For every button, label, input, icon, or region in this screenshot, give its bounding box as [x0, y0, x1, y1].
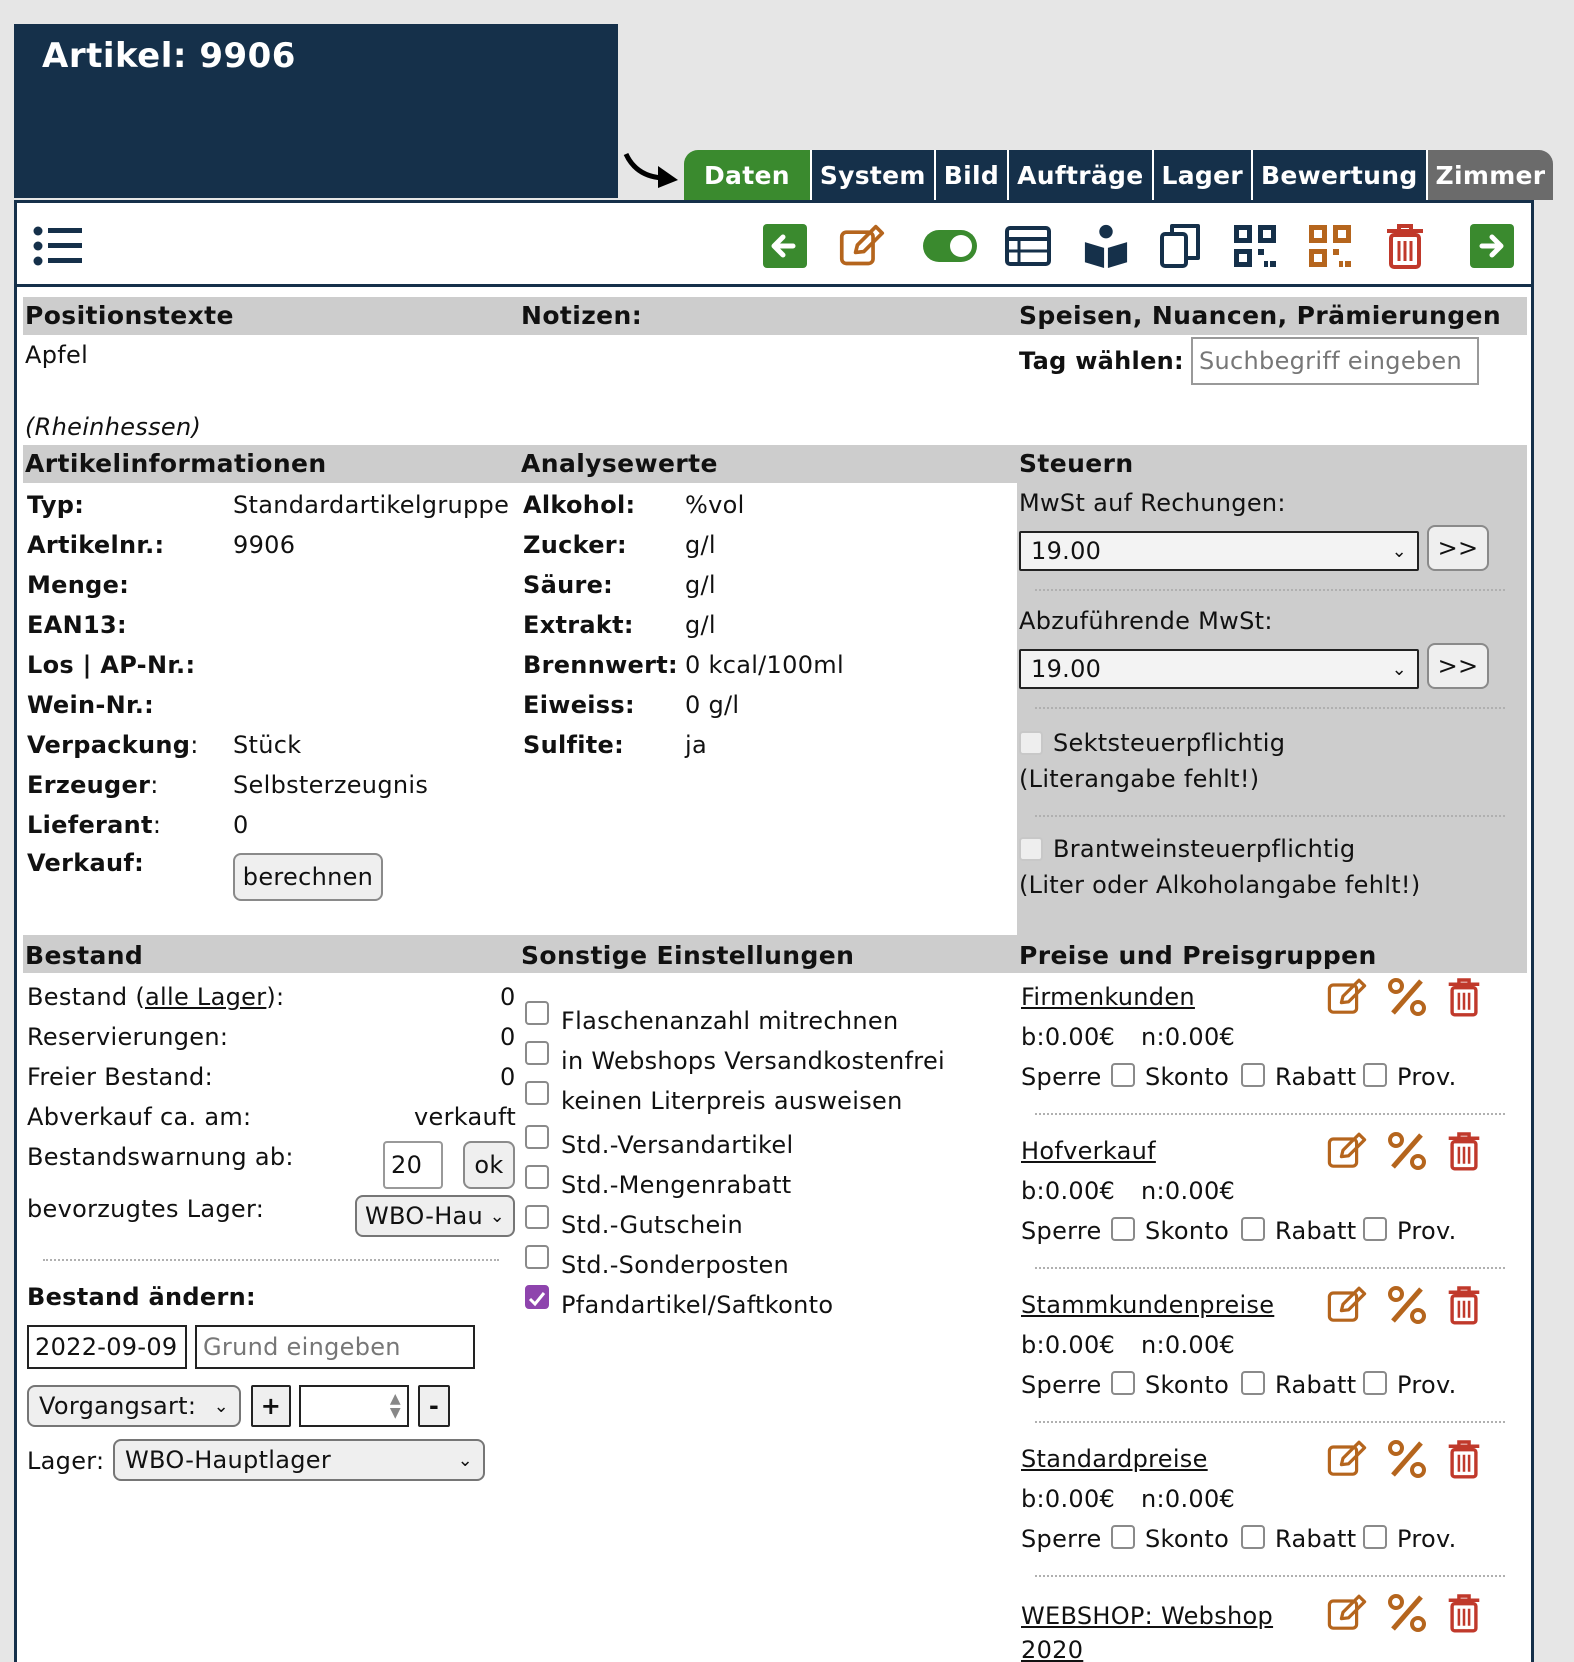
tab-system[interactable]: System [812, 150, 936, 200]
sekt-note: (Literangabe fehlt!) [1019, 765, 1260, 793]
bevorzugtes-lager-value: WBO-Hau [365, 1202, 484, 1230]
verpackung-value: Stück [233, 731, 302, 759]
erzeuger-label: Erzeuger [27, 771, 151, 799]
abz-mwst-apply-button[interactable]: >> [1427, 643, 1489, 689]
ean-label: EAN13: [27, 611, 127, 639]
brennwert-label: Brennwert: [523, 651, 678, 679]
frei-label: Freier Bestand: [27, 1063, 213, 1091]
prov-checkbox[interactable] [1363, 1063, 1387, 1087]
divider [1035, 1113, 1505, 1115]
preisgruppe-link[interactable]: WEBSHOP: Webshop 2020 [1021, 1602, 1274, 1662]
table-icon[interactable] [1005, 223, 1051, 269]
eiweiss-value: 0 g/l [685, 691, 740, 719]
extrakt-label: Extrakt: [523, 611, 634, 639]
tab-auftraege[interactable]: Aufträge [1009, 150, 1153, 200]
divider [1035, 707, 1505, 709]
edit-icon[interactable] [1327, 1131, 1367, 1171]
eiweiss-label: Eiweiss: [523, 691, 635, 719]
skonto-checkbox[interactable] [1241, 1371, 1265, 1395]
skonto-label: Skonto [1145, 1063, 1230, 1091]
list-menu-icon[interactable] [31, 223, 85, 269]
sekt-label: Sektsteuerpflichtig [1053, 729, 1286, 757]
preisgruppe-link[interactable]: Standardpreise [1021, 1445, 1208, 1473]
sperre-checkbox[interactable] [1111, 1217, 1135, 1241]
sonstige-header: Sonstige Einstellungen [521, 941, 855, 970]
verpackung-label: Verpackung [27, 731, 191, 759]
skonto-label: Skonto [1145, 1371, 1230, 1399]
position-text-line1: Apfel [25, 341, 89, 369]
lieferant-label: Lieferant [27, 811, 153, 839]
preis-n: n:0.00€ [1141, 1023, 1236, 1051]
preisgruppe-link[interactable]: Stammkundenpreise [1021, 1291, 1275, 1319]
sulfite-label: Sulfite: [523, 731, 625, 759]
sonstige-label: keinen Literpreis ausweisen [561, 1087, 903, 1115]
sonstige-checkbox[interactable] [525, 1081, 549, 1105]
bestand-alle-value: 0 [500, 983, 516, 1011]
percent-icon[interactable] [1387, 977, 1427, 1017]
sonstige-checkbox[interactable] [525, 1285, 549, 1309]
position-text-line2: (Rheinhessen) [25, 413, 202, 441]
skonto-checkbox[interactable] [1241, 1217, 1265, 1241]
tab-lager[interactable]: Lager [1154, 150, 1253, 200]
alle-lager-link[interactable]: alle Lager [145, 983, 267, 1011]
preis-b: b:0.00€ [1021, 1023, 1116, 1051]
tag-label: Tag wählen: [1019, 347, 1184, 375]
chevron-down-icon: ⌄ [1391, 540, 1407, 562]
article-header [14, 24, 618, 198]
divider [1035, 1267, 1505, 1269]
mwst-apply-button[interactable]: >> [1427, 525, 1489, 571]
toolbar [17, 203, 1531, 287]
stepper-arrows-icon[interactable]: ▲ ▼ [389, 1391, 401, 1421]
trash-icon[interactable] [1447, 977, 1481, 1017]
abz-mwst-value: 19.00 [1031, 655, 1102, 683]
sperre-checkbox[interactable] [1111, 1525, 1135, 1549]
preisgruppe-link[interactable]: Firmenkunden [1021, 983, 1195, 1011]
bevorzugtes-lager-label: bevorzugtes Lager: [27, 1195, 265, 1223]
reservierungen-label: Reservierungen: [27, 1023, 229, 1051]
arrow-right-icon[interactable] [1469, 223, 1515, 269]
bevorzugtes-lager-select[interactable] [355, 1195, 515, 1237]
rabatt-label: Rabatt [1275, 1525, 1357, 1553]
divider [43, 1259, 499, 1261]
preis-b: b:0.00€ [1021, 1331, 1116, 1359]
sonstige-label: Std.-Sonderposten [561, 1251, 790, 1279]
typ-value: Standardartikelgruppe [233, 491, 510, 519]
prov-label: Prov. [1397, 1217, 1457, 1245]
artikelnr-value: 9906 [233, 531, 296, 559]
brant-note: (Liter oder Alkoholangabe fehlt!) [1019, 871, 1421, 899]
typ-label: Typ: [27, 491, 85, 519]
trash-icon[interactable] [1447, 1593, 1481, 1633]
mwst-select[interactable] [1019, 531, 1419, 571]
sonstige-checkbox[interactable] [525, 1001, 549, 1025]
preisgruppe-link[interactable]: Hofverkauf [1021, 1137, 1156, 1165]
divider [1035, 815, 1505, 817]
article-title: Artikel: 9906 [42, 36, 296, 76]
brant-checkbox[interactable] [1019, 837, 1043, 861]
trash-icon[interactable] [1447, 1131, 1481, 1171]
chevron-down-icon: ⌄ [213, 1395, 229, 1417]
reader-icon[interactable] [1083, 223, 1129, 269]
abverkauf-label: Abverkauf ca. am: [27, 1103, 252, 1131]
skonto-label: Skonto [1145, 1217, 1230, 1245]
lieferant-value: 0 [233, 811, 249, 839]
preis-n: n:0.00€ [1141, 1485, 1236, 1513]
vorgangsart-select[interactable] [27, 1385, 241, 1427]
sonstige-label: Std.-Gutschein [561, 1211, 744, 1239]
sperre-checkbox[interactable] [1111, 1063, 1135, 1087]
qr-code-orange-icon[interactable] [1307, 223, 1353, 269]
percent-icon[interactable] [1387, 1285, 1427, 1325]
sonstige-label: in Webshops Versandkostenfrei [561, 1047, 945, 1075]
abz-mwst-label: Abzuführende MwSt: [1019, 607, 1273, 635]
prov-label: Prov. [1397, 1063, 1457, 1091]
toggle-icon[interactable] [922, 223, 978, 269]
bestand-date-input[interactable]: 2022-09-09 [27, 1325, 187, 1369]
arrow-left-icon[interactable] [762, 223, 808, 269]
sulfite-value: ja [685, 731, 707, 759]
trash-icon[interactable] [1447, 1439, 1481, 1479]
content-panel [14, 200, 1534, 1662]
analysewerte-header: Analysewerte [521, 449, 718, 478]
lieferant-label-wrap: Lieferant: [27, 811, 162, 839]
bestandswarnung-label: Bestandswarnung ab: [27, 1143, 294, 1171]
prov-label: Prov. [1397, 1525, 1457, 1553]
prov-checkbox[interactable] [1363, 1525, 1387, 1549]
sonstige-checkbox[interactable] [525, 1125, 549, 1149]
divider [1035, 1575, 1505, 1577]
sonstige-checkbox[interactable] [525, 1205, 549, 1229]
frei-value: 0 [500, 1063, 516, 1091]
verpackung-label-wrap: Verpackung: [27, 731, 199, 759]
trash-icon[interactable] [1447, 1285, 1481, 1325]
chevron-down-icon: ⌄ [457, 1449, 473, 1471]
zucker-value: g/l [685, 531, 716, 559]
edit-icon[interactable] [1327, 1439, 1367, 1479]
sonstige-checkbox[interactable] [525, 1245, 549, 1269]
zucker-label: Zucker: [523, 531, 627, 559]
sperre-label: Sperre [1021, 1371, 1102, 1399]
sonstige-checkbox[interactable] [525, 1041, 549, 1065]
rabatt-label: Rabatt [1275, 1371, 1357, 1399]
bestandswarnung-ok-button[interactable]: ok [463, 1141, 515, 1189]
mwst-label: MwSt auf Rechungen: [1019, 489, 1286, 517]
skonto-checkbox[interactable] [1241, 1063, 1265, 1087]
sperre-label: Sperre [1021, 1217, 1102, 1245]
qr-code-icon[interactable] [1232, 223, 1278, 269]
edit-icon[interactable] [1327, 977, 1367, 1017]
chevron-down-icon: ⌄ [1391, 658, 1407, 680]
alkohol-label: Alkohol: [523, 491, 636, 519]
berechnen-button[interactable]: berechnen [233, 853, 383, 901]
abverkauf-value: verkauft [414, 1103, 517, 1131]
tab-bild[interactable]: Bild [936, 150, 1009, 200]
menge-label: Menge: [27, 571, 130, 599]
plus-button[interactable]: + [251, 1385, 291, 1427]
chevron-down-icon: ⌄ [489, 1205, 505, 1227]
tab-daten[interactable]: Daten [684, 150, 812, 200]
quantity-stepper[interactable] [299, 1385, 409, 1427]
bestand-aendern-label: Bestand ändern: [27, 1283, 256, 1311]
lager-select[interactable] [113, 1439, 485, 1481]
abz-mwst-select[interactable] [1019, 649, 1419, 689]
sonstige-label: Pfandartikel/Saftkonto [561, 1291, 834, 1319]
brant-label: Brantweinsteuerpflichtig [1053, 835, 1356, 863]
preis-n: n:0.00€ [1141, 1331, 1236, 1359]
edit-icon[interactable] [1327, 1593, 1367, 1633]
trash-icon[interactable] [1382, 223, 1428, 269]
sonstige-label: Flaschenanzahl mitrechnen [561, 1007, 899, 1035]
sonstige-checkbox[interactable] [525, 1165, 549, 1189]
extrakt-value: g/l [685, 611, 716, 639]
tag-search-input[interactable]: Suchbegriff eingeben [1191, 337, 1479, 385]
prov-checkbox[interactable] [1363, 1371, 1387, 1395]
bestand-grund-input[interactable]: Grund eingeben [195, 1325, 475, 1369]
divider [1035, 589, 1505, 591]
sonstige-label: Std.-Versandartikel [561, 1131, 794, 1159]
divider [1035, 1421, 1505, 1423]
tab-bar [684, 150, 1553, 200]
percent-icon[interactable] [1387, 1131, 1427, 1171]
erzeuger-label-wrap: Erzeuger: [27, 771, 159, 799]
preis-b: b:0.00€ [1021, 1485, 1116, 1513]
prov-label: Prov. [1397, 1371, 1457, 1399]
erzeuger-value: Selbsterzeugnis [233, 771, 429, 799]
reservierungen-value: 0 [500, 1023, 516, 1051]
preis-b: b:0.00€ [1021, 1177, 1116, 1205]
saeure-label: Säure: [523, 571, 614, 599]
artikelinfo-header: Artikelinformationen [25, 449, 327, 478]
edit-icon[interactable] [839, 223, 885, 269]
sonstige-label: Std.-Mengenrabatt [561, 1171, 792, 1199]
steuern-header: Steuern [1019, 449, 1134, 478]
percent-icon[interactable] [1387, 1593, 1427, 1633]
checkmark-icon [527, 1289, 547, 1309]
preis-n: n:0.00€ [1141, 1177, 1236, 1205]
mwst-value: 19.00 [1031, 537, 1102, 565]
sperre-label: Sperre [1021, 1063, 1102, 1091]
sperre-checkbox[interactable] [1111, 1371, 1135, 1395]
copy-icon[interactable] [1157, 223, 1203, 269]
edit-icon[interactable] [1327, 1285, 1367, 1325]
lager-label: Lager: [27, 1447, 105, 1475]
tab-zimmer[interactable]: Zimmer [1428, 150, 1554, 200]
minus-button[interactable]: - [418, 1385, 450, 1427]
brennwert-value: 0 kcal/100ml [685, 651, 844, 679]
positionstexte-header: Positionstexte [25, 301, 234, 330]
prov-checkbox[interactable] [1363, 1217, 1387, 1241]
sperre-label: Sperre [1021, 1525, 1102, 1553]
bestand-header: Bestand [25, 941, 144, 970]
los-label: Los | AP-Nr.: [27, 651, 196, 679]
lager-value: WBO-Hauptlager [125, 1446, 332, 1474]
bestand-alle-label: Bestand (alle Lager): [27, 983, 285, 1011]
sekt-checkbox[interactable] [1019, 731, 1043, 755]
skonto-checkbox[interactable] [1241, 1525, 1265, 1549]
skonto-label: Skonto [1145, 1525, 1230, 1553]
percent-icon[interactable] [1387, 1439, 1427, 1479]
alkohol-value: %vol [685, 491, 745, 519]
speisen-header: Speisen, Nuancen, Prämierungen [1019, 301, 1502, 330]
notizen-header: Notizen: [521, 301, 643, 330]
tab-bewertung[interactable]: Bewertung [1253, 150, 1428, 200]
rabatt-label: Rabatt [1275, 1063, 1357, 1091]
artikelnr-label: Artikelnr.: [27, 531, 165, 559]
rabatt-label: Rabatt [1275, 1217, 1357, 1245]
wein-nr-label: Wein-Nr.: [27, 691, 155, 719]
bestandswarnung-input[interactable]: 20 [383, 1141, 443, 1189]
vorgangsart-value: Vorgangsart: [39, 1392, 197, 1420]
verkauf-label: Verkauf: [27, 849, 145, 877]
preise-header: Preise und Preisgruppen [1019, 941, 1377, 970]
curved-arrow-icon [622, 148, 680, 190]
saeure-value: g/l [685, 571, 716, 599]
